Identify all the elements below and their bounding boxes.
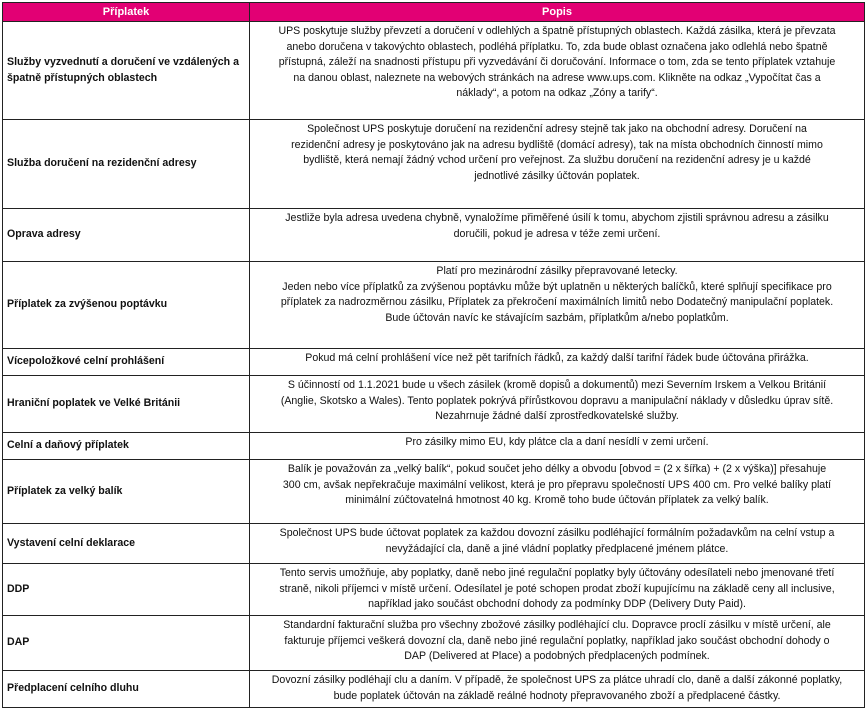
surcharge-description [250,460,865,524]
surcharge-name: Celní a daňový příplatek [3,433,250,460]
description-line: rezidenční adresy je poskytováno jak na adresu bydliště (domácí adresy), tak na místa obchodních činností mimo [291,138,823,151]
table-row [3,671,865,708]
description-line: přístupná, záleží na snadnosti přístupu při vyzvedávání či doručování. Informace o tom, zda se tento příplatek vztahuje [278,56,836,68]
surcharge-description [250,616,865,671]
description-line: Tento servis umožňuje, aby poplatky, daně nebo jiné regulační poplatky byly účtovány odesílateli nebo jmenované třetí [279,567,835,579]
surcharge-name: Příplatek za velký balík [3,460,250,524]
surcharge-name: Vícepoložkové celní prohlášení [3,349,250,376]
table-row [3,460,865,524]
description-line: Jeden nebo více příplatků za zvýšenou poptávku může být uplatněn u některých balíčků, které splňují specifikace pro [282,280,832,293]
surcharge-name: Služba doručení na rezidenční adresy [3,120,250,209]
description-line: Bude účtován navíc ke stávajícím sazbám, příplatkům a/nebo poplatkům. [385,311,729,324]
surcharge-name: Hraniční poplatek ve Velké Británii [3,376,250,433]
description-line: Platí pro mezinárodní zásilky přepravované letecky. [436,265,678,277]
description-line: anebo doručena v takovýchto oblastech, podléhá příplatku. To, zda bude oblast označena jako odlehlá nebo špatně [286,40,828,53]
description-line: Pro zásilky mimo EU, kdy plátce cla a daní nesídlí v zemi určení. [405,436,709,448]
description-line: na danou oblast, naleznete na webových stránkách na adrese www.ups.com. Klikněte na odkaz „Vypočítat čas a [293,71,821,84]
header-description: Popis [250,3,865,22]
description-line: UPS poskytuje služby převzetí a doručení v odlehlých a špatně přístupných oblastech. Každá zásilka, která je převzata [278,25,836,37]
description-line: Společnost UPS bude účtovat poplatek za každou dovozní zásilku podléhající formálním požadavkům na celní vstup a [279,527,835,539]
description-line: například jako součást obchodní dohody za podmínky DDP (Delivery Duty Paid). [368,598,746,610]
description-line: fakturuje příjemci veškerá dovozní cla, daně nebo jiné regulační poplatky, například jako součást obchodní dohody o [284,634,830,647]
header-surcharge: Příplatek [3,3,250,22]
description-line: Balík je považován za „velký balík“, pokud součet jeho délky a obvodu [obvod = (2 x šířka) + (2 x výška)] přesahuje [287,463,827,475]
surcharge-description [250,376,865,433]
table-row [3,209,865,262]
description-line: Pokud má celní prohlášení více než pět tarifních řádků, za každý další tarifní řádek bude účtována přirážka. [305,352,809,364]
surcharge-description [250,433,865,460]
surcharge-description [250,22,865,120]
description-line: straně, nikoli příjemci v místě určení. Odesílatel je poté schopen prodat zboží kupujícímu na základě ceny all inclusive, [279,582,835,595]
description-line: Standardní fakturační služba pro všechny zbožové zásilky podléhající clu. Dopravce proclí zásilku v místě určení, ale [283,619,831,631]
surcharge-name: Oprava adresy [3,209,250,262]
description-line: náklady“, a potom na odkaz „Zóny a tarify“. [456,87,658,99]
table-row [3,616,865,671]
surcharge-name: Vystavení celní deklarace [3,524,250,564]
surcharge-table [2,2,865,708]
description-line: Jestliže byla adresa uvedena chybně, vynaložíme přiměřené úsilí k tomu, abychom zjistili správnou adresu a zásilku [285,212,829,224]
table-row [3,524,865,564]
surcharge-description [250,524,865,564]
table-row [3,120,865,209]
description-line: příplatek za nadrozměrnou zásilku, Příplatek za překročení maximálních limitů nebo Dodatečný manipulační poplatek. [280,296,834,308]
description-line: DAP (Delivered at Place) a podobných předplacených podmínek. [404,650,710,662]
surcharge-name: Služby vyzvednutí a doručení ve vzdálených a špatně přístupných oblastech [3,22,250,120]
description-line: Dovozní zásilky podléhají clu a daním. V případě, že společnost UPS za plátce uhradí clo, daně a další zákonné poplatky, [271,674,843,686]
surcharge-name: DAP [3,616,250,671]
surcharge-description [250,349,865,376]
table-row [3,433,865,460]
table-row [3,564,865,616]
description-line: nevyžádající cla, daně a jiné vládní poplatky předplacené jménem plátce. [385,542,729,555]
table-header-row [3,3,865,22]
surcharge-description [250,209,865,262]
description-line: S účinností od 1.1.2021 bude u všech zásilek (kromě dopisů a dokumentů) mezi Severním Irskem a Velkou Británií [287,379,827,391]
description-line: Společnost UPS poskytuje doručení na rezidenční adresy stejně tak jako na obchodní adresy. Doručení na [307,123,807,135]
surcharge-description [250,120,865,209]
description-line: bude poplatek účtován na základě reálné hodnoty přepravovaného zboží a předplacené částky. [333,689,781,702]
surcharge-description [250,564,865,616]
surcharge-description [250,262,865,349]
surcharge-description [250,671,865,708]
table-row [3,376,865,433]
description-line: doručili, pokud je adresa v téže zemi určení. [453,227,661,240]
description-line: Nezahrnuje žádné další zprostředkovatelské služby. [435,410,679,422]
description-line: (Anglie, Skotsko a Wales). Tento poplatek pokrývá přírůstkovou dopravu a manipulační náklady v důsledku úprav sítě. [280,394,834,407]
description-line: jednotlivé zásilky účtován poplatek. [474,169,640,182]
table-row [3,262,865,349]
surcharge-name: Příplatek za zvýšenou poptávku [3,262,250,349]
table-row [3,22,865,120]
description-line: bydliště, která nemají žádný vchod určení pro veřejnost. Za službu doručení na rezidenční adresy je u každé [303,154,811,166]
table-row [3,349,865,376]
surcharge-name: Předplacení celního dluhu [3,671,250,708]
description-line: 300 cm, avšak nepřekračuje maximální velikost, která je pro přepravu společností UPS 400 cm. Pro velké balíky platí [282,478,832,491]
description-line: minimální zúčtovatelná hmotnost 40 kg. Kromě toho bude účtován příplatek za velký balík. [345,494,769,506]
surcharge-name: DDP [3,564,250,616]
